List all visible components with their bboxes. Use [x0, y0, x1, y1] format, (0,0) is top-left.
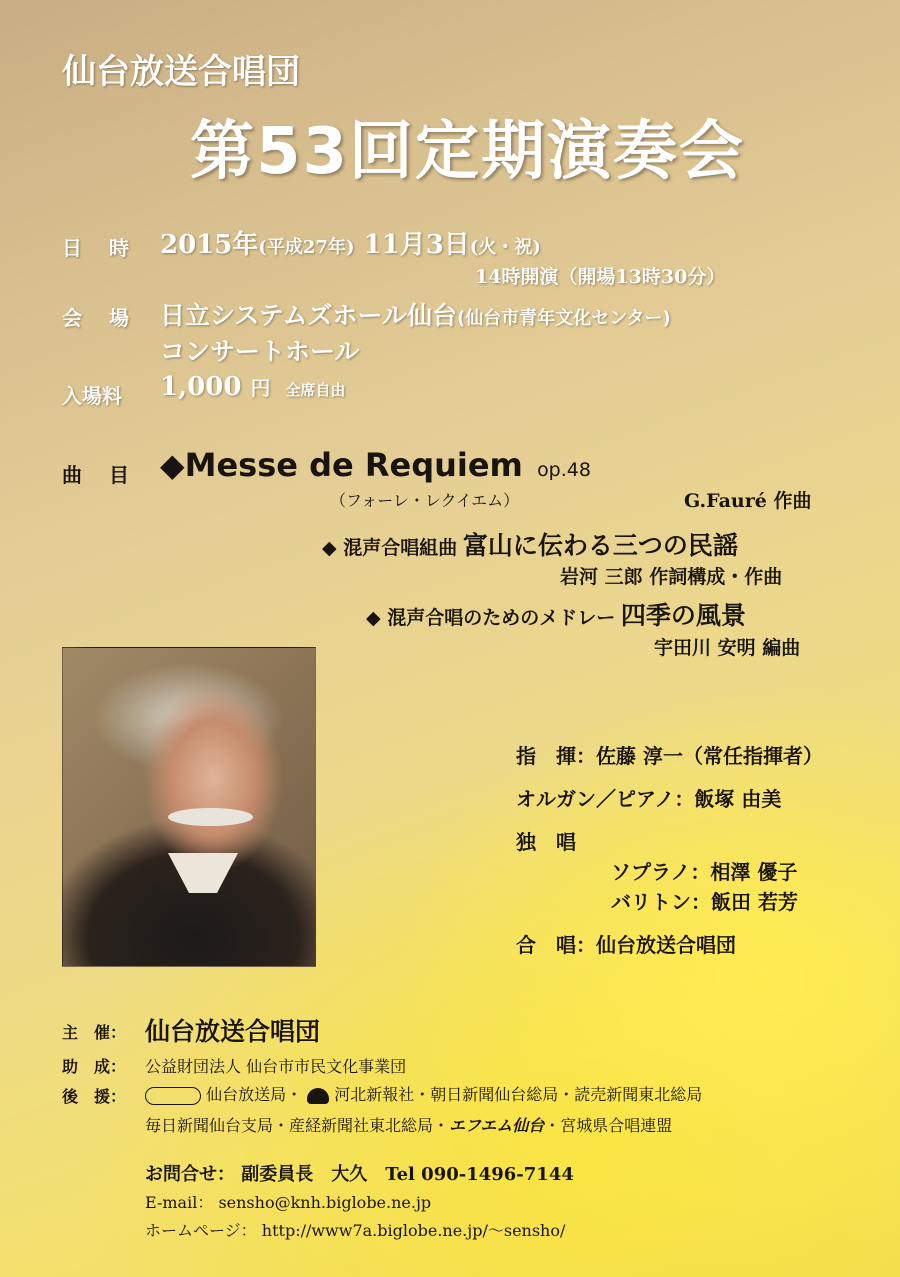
- fee-label: 入場料: [62, 384, 122, 408]
- portrait-moustache: [168, 808, 253, 826]
- homepage-line: [145, 1218, 565, 1241]
- host-name: 仙台放送合唱団: [145, 1017, 321, 1046]
- date-day: 11月3日: [363, 230, 470, 260]
- inquiry-label: お問合せ：: [145, 1164, 235, 1185]
- support-2b: ・宮城県合唱連盟: [544, 1116, 673, 1135]
- item3-credit: 宇田川 安明 編曲: [654, 637, 801, 659]
- requiem-composer: G.Fauré 作曲: [684, 490, 812, 512]
- fee-unit: 円: [250, 376, 271, 400]
- nhk-logo-icon: [145, 1087, 201, 1105]
- date-line: [160, 224, 541, 261]
- fee-note: 全席自由: [285, 381, 346, 399]
- program-item-2: [322, 526, 738, 562]
- fee-amount: 1,000: [160, 372, 242, 402]
- kahoku-logo-icon: [307, 1088, 329, 1104]
- venue-hall: コンサートホール: [160, 337, 360, 366]
- grant-label: 助 成：: [62, 1057, 127, 1076]
- item3-title: 四季の風景: [620, 601, 746, 630]
- inquiry-line: [145, 1160, 574, 1186]
- venue-sub: (仙台市青年文化センター): [457, 308, 671, 329]
- requiem-opus: op.48: [537, 459, 591, 481]
- choir: 合 唱：仙台放送合唱団: [516, 933, 736, 957]
- support-label: 後 援：: [62, 1087, 127, 1106]
- grant-name: 公益財団法人 仙台市市民文化事業団: [145, 1057, 407, 1076]
- soprano: ソプラノ：相澤 優子: [611, 860, 798, 884]
- date-year: 2015年: [160, 230, 259, 260]
- date-era: (平成27年): [258, 237, 355, 258]
- support-line-2: [145, 1113, 672, 1136]
- requiem-title: ◆Messe de Requiem: [160, 446, 523, 484]
- support-line-1: [145, 1082, 702, 1105]
- homepage-url[interactable]: http://www7a.biglobe.ne.jp/～sensho/: [261, 1221, 566, 1240]
- fee-line: [160, 372, 346, 402]
- baritone: バリトン：飯田 若芳: [611, 890, 798, 914]
- organizer-heading: 仙台放送合唱団: [62, 52, 300, 92]
- email-label: E-mail：: [145, 1193, 214, 1212]
- requiem-kana: （フォーレ・レクイエム）: [330, 491, 520, 510]
- email-address[interactable]: sensho@knh.biglobe.ne.jp: [218, 1193, 432, 1212]
- item2-credit: 岩河 三郎 作詞構成・作曲: [560, 566, 783, 588]
- start-time: 14時開演（開場13時30分）: [475, 266, 726, 288]
- support-1b: 河北新報社・朝日新聞仙台総局・読売新聞東北総局: [334, 1085, 703, 1104]
- item2-title: 富山に伝わる三つの民謡: [462, 531, 738, 560]
- homepage-label: ホームページ：: [145, 1221, 257, 1240]
- item2-prefix: ◆ 混声合唱組曲: [322, 537, 458, 559]
- program-item-3: [366, 596, 746, 632]
- conductor: 指 揮：佐藤 淳一（常任指揮者）: [516, 744, 823, 768]
- program-item-1-title: [160, 446, 591, 484]
- date-label: 日 時: [62, 236, 139, 260]
- organ-piano: オルガン／ピアノ：飯塚 由美: [516, 787, 782, 811]
- date-weekday: (火・祝): [469, 237, 541, 258]
- host-label: 主 催：: [62, 1023, 127, 1042]
- concert-title: 第53回定期演奏会: [190, 115, 746, 189]
- program-label: 曲 目: [62, 463, 139, 487]
- venue-name: 日立システムズホール仙台: [160, 301, 458, 330]
- support-1a: 仙台放送局・: [206, 1085, 303, 1104]
- email-line: [145, 1190, 431, 1213]
- composer-portrait: [62, 647, 316, 967]
- portrait-collar: [168, 853, 238, 893]
- item3-prefix: ◆ 混声合唱のためのメドレー: [366, 607, 616, 629]
- inquiry-text: 副委員長 大久 Tel 090-1496-7144: [241, 1164, 574, 1185]
- solo-label: 独 唱: [516, 830, 576, 854]
- venue-line: [160, 296, 671, 332]
- venue-label: 会 場: [62, 306, 139, 330]
- support-2a: 毎日新聞仙台支局・産経新聞社東北総局・: [145, 1116, 450, 1135]
- fm-sendai-logo: エフエム仙台: [449, 1116, 545, 1135]
